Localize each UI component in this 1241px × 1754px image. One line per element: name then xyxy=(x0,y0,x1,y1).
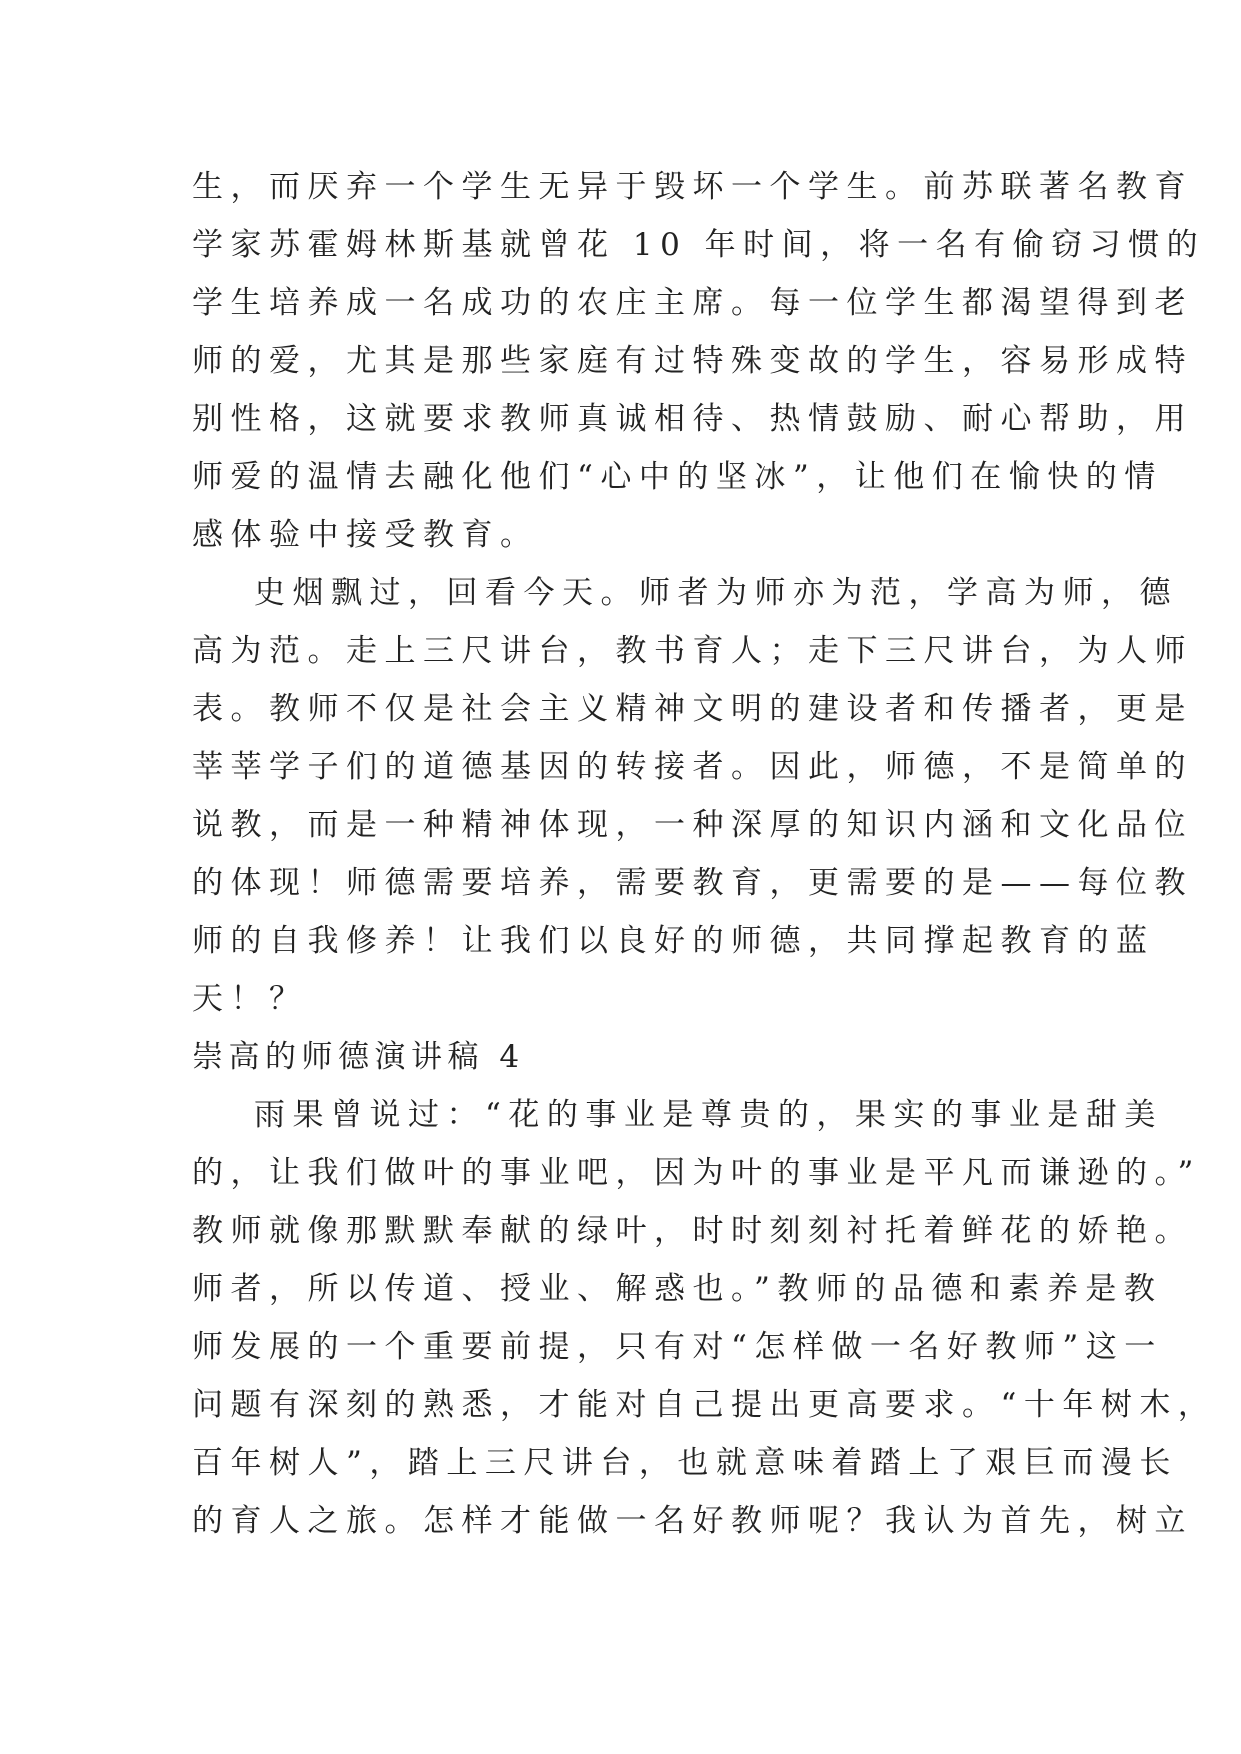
text-line: 师的自我修养！让我们以良好的师德，共同撑起教育的蓝 xyxy=(192,923,1155,959)
text-line: 学生培养成一名成功的农庄主席。每一位学生都渴望得到老 xyxy=(192,285,1193,321)
text-line: 师发展的一个重要前提，只有对“怎样做一名好教师”这一 xyxy=(192,1329,1163,1365)
text-line: 说教，而是一种精神体现，一种深厚的知识内涵和文化品位 xyxy=(192,807,1193,843)
text-line: 问题有深刻的熟悉，才能对自己提出更高要求。“十年树木， xyxy=(192,1387,1217,1423)
text-line: 师爱的温情去融化他们“心中的坚冰”，让他们在愉快的情 xyxy=(192,459,1163,495)
text-line: 天！？ xyxy=(192,981,308,1017)
text-line: 学家苏霍姆林斯基就曾花 10 年时间，将一名有偷窃习惯的 xyxy=(192,227,1206,263)
text-line: 教师就像那默默奉献的绿叶，时时刻刻衬托着鲜花的娇艳。 xyxy=(192,1213,1193,1249)
text-line: 百年树人”，踏上三尺讲台，也就意味着踏上了艰巨而漫长 xyxy=(192,1445,1178,1481)
text-line: 的体现！师德需要培养，需要教育，更需要的是——每位教 xyxy=(192,865,1193,901)
paragraph-first-line: 雨果曾说过：“花的事业是尊贵的，果实的事业是甜美 xyxy=(254,1097,1163,1133)
text-line: 莘莘学子们的道德基因的转接者。因此，师德，不是简单的 xyxy=(192,749,1193,785)
text-line: 的，让我们做叶的事业吧，因为叶的事业是平凡而谦逊的。” xyxy=(192,1155,1201,1191)
text-line: 师者，所以传道、授业、解惑也。”教师的品德和素养是教 xyxy=(192,1271,1163,1307)
paragraph-first-line: 史烟飘过，回看今天。师者为师亦为范，学高为师，德 xyxy=(254,575,1178,611)
text-line: 表。教师不仅是社会主义精神文明的建设者和传播者，更是 xyxy=(192,691,1193,727)
text-line: 师的爱，尤其是那些家庭有过特殊变故的学生，容易形成特 xyxy=(192,343,1193,379)
text-line: 生，而厌弃一个学生无异于毁坏一个学生。前苏联著名教育 xyxy=(192,169,1193,205)
section-heading: 崇高的师德演讲稿 4 xyxy=(192,1039,525,1075)
text-line: 高为范。走上三尺讲台，教书育人；走下三尺讲台，为人师 xyxy=(192,633,1193,669)
text-line: 别性格，这就要求教师真诚相待、热情鼓励、耐心帮助，用 xyxy=(192,401,1193,437)
text-line: 感体验中接受教育。 xyxy=(192,517,539,553)
text-line: 的育人之旅。怎样才能做一名好教师呢？我认为首先，树立 xyxy=(192,1503,1193,1539)
